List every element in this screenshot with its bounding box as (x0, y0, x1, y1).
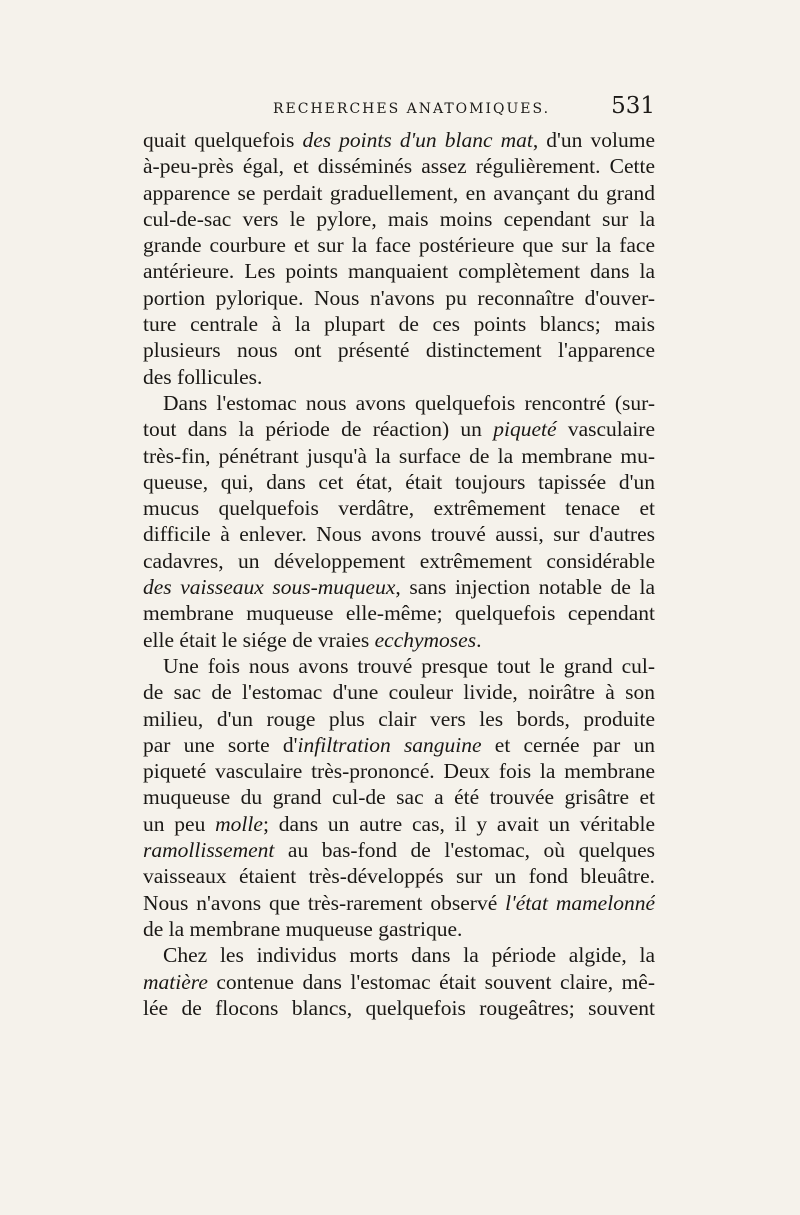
page-header (143, 93, 655, 123)
text-line (143, 285, 655, 311)
text-line (143, 969, 655, 995)
text-line (143, 232, 655, 258)
text-run: tout dans la période de réaction) un (143, 417, 494, 442)
text-line (143, 837, 655, 863)
text-line (143, 784, 655, 810)
text-line (143, 758, 655, 784)
text-line (143, 916, 655, 942)
text-line (143, 890, 655, 916)
text-run: par une sorte d' (143, 732, 298, 757)
text-run: membrane muqueuse elle-même; quelquefois cependant (143, 601, 655, 626)
text-line (143, 337, 655, 363)
text-run: quait quelquefois (143, 128, 303, 152)
text-run: cul-de-sac vers le pylore, mais moins cependant sur la (143, 206, 655, 231)
text-run: et cernée par un (481, 732, 655, 757)
text-run: grande courbure et sur la face postérieure que sur la face (143, 233, 655, 258)
text-line (143, 311, 655, 337)
text-run: , sans injection notable de la (395, 575, 655, 600)
text-run: de sac de l'estomac d'une couleur livide, noirâtre à son (143, 680, 655, 705)
text-run: portion pylorique. Nous n'avons pu reconnaître d'ouver- (143, 285, 655, 310)
text-line (143, 206, 655, 232)
running-title: RECHERCHES ANATOMIQUES. (273, 101, 551, 117)
text-run: Chez les individus morts dans la période algide, la (163, 943, 655, 968)
italic-text: ramollissement (143, 838, 275, 863)
italic-text: des vaisseaux sous-muqueux (143, 575, 396, 600)
text-line (143, 495, 655, 521)
italic-text: matière (143, 969, 208, 994)
italic-text: des points d'un blanc mat (302, 128, 533, 152)
text-line (143, 995, 655, 1021)
text-run: au bas-fond de l'estomac, où quelques (274, 838, 655, 863)
text-line (143, 942, 655, 968)
text-run: muqueuse du grand cul-de sac a été trouvée grisâtre et (143, 785, 655, 810)
text-line (143, 653, 655, 679)
text-line (143, 364, 655, 390)
text-run: à-peu-près égal, et disséminés assez régulièrement. Cette (143, 154, 655, 179)
text-line (143, 706, 655, 732)
text-run: ture centrale à la plupart de ces points blancs; mais (143, 312, 655, 337)
text-line (143, 600, 655, 626)
text-run: ; dans un autre cas, il y avait un véritable (262, 811, 655, 836)
italic-text: infiltration sanguine (297, 732, 482, 757)
italic-text: l'état mamelonné (505, 890, 655, 915)
text-line (143, 469, 655, 495)
text-run: contenue dans l'estomac était souvent claire, mê- (207, 969, 655, 994)
text-line (143, 180, 655, 206)
text-line (143, 416, 655, 442)
text-line (143, 443, 655, 469)
text-run: Nous n'avons que très-rarement observé (143, 890, 506, 915)
text-run: difficile à enlever. Nous avons trouvé aussi, sur d'autres (143, 522, 655, 547)
text-run: elle était le siége de vraies (143, 627, 375, 652)
text-run: queuse, qui, dans cet état, était toujours tapissée d'un (143, 469, 655, 494)
italic-text: ecchymoses (374, 627, 477, 652)
text-run: vaisseaux étaient très-développés sur un fond bleuâtre. (143, 864, 655, 889)
text-line (143, 548, 655, 574)
text-line (143, 574, 655, 600)
text-run: piqueté vasculaire très-prononcé. Deux fois la membrane (143, 759, 655, 784)
text-line (143, 627, 655, 653)
italic-text: piqueté (493, 417, 557, 442)
text-run: lée de flocons blancs, quelquefois rougeâtres; souvent (143, 995, 655, 1020)
body-text (143, 127, 655, 1021)
text-run: , d'un volume (532, 128, 655, 152)
italic-text: molle (215, 811, 263, 836)
text-line (143, 811, 655, 837)
text-line (143, 258, 655, 284)
text-line (143, 521, 655, 547)
text-run: vasculaire (556, 417, 655, 442)
text-run: de la membrane muqueuse gastrique. (143, 916, 463, 941)
text-run: mucus quelquefois verdâtre, extrêmement tenace et (143, 496, 655, 521)
text-line (143, 390, 655, 416)
text-run: des follicules. (143, 364, 263, 389)
text-run: Une fois nous avons trouvé presque tout le grand cul- (163, 653, 655, 678)
text-run: très-fin, pénétrant jusqu'à la surface de la membrane mu- (143, 443, 655, 468)
text-line (143, 863, 655, 889)
text-run: cadavres, un développement extrêmement considérable (143, 548, 655, 573)
text-run: apparence se perdait graduellement, en avançant du grand (143, 180, 655, 205)
text-run: antérieure. Les points manquaient complètement dans la (143, 259, 655, 284)
text-run: plusieurs nous ont présenté distinctement l'apparence (143, 338, 655, 363)
text-line (143, 127, 655, 153)
text-run: . (476, 627, 482, 652)
text-run: Dans l'estomac nous avons quelquefois rencontré (sur- (163, 390, 655, 415)
text-run: un peu (143, 811, 216, 836)
text-run: milieu, d'un rouge plus clair vers les bords, produite (143, 706, 655, 731)
text-line (143, 732, 655, 758)
page-number: 531 (611, 93, 655, 119)
text-line (143, 679, 655, 705)
text-line (143, 153, 655, 179)
